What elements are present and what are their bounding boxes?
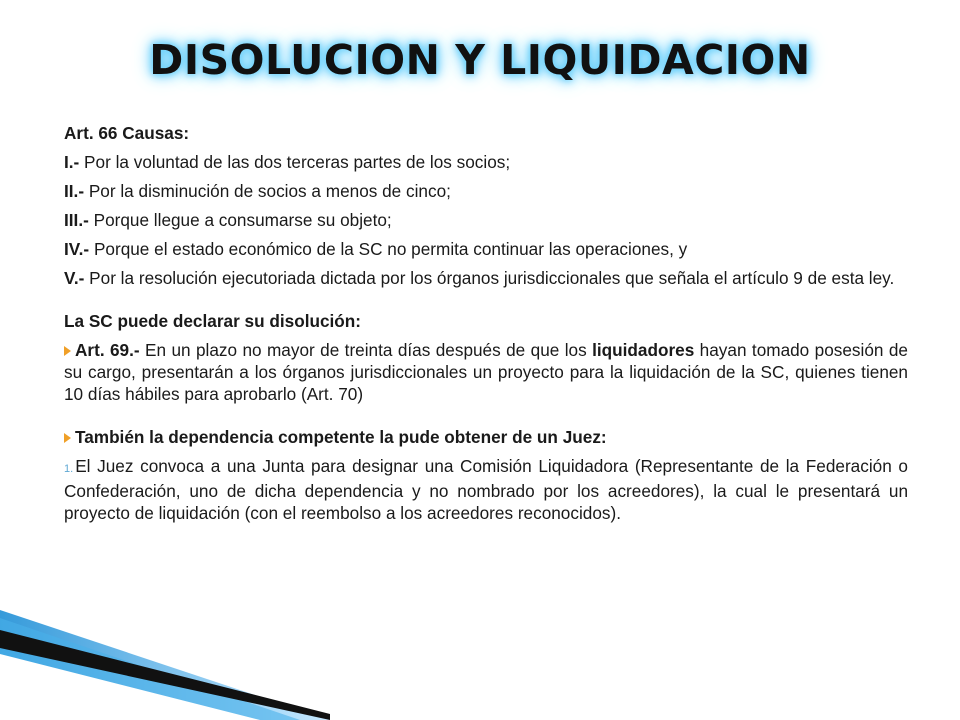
cause-item-4 [64, 238, 908, 260]
slide-body [64, 122, 908, 531]
cause-item-1 [64, 151, 908, 173]
juez-heading-line [64, 426, 908, 448]
cause-label: II.- [64, 181, 85, 201]
declaracion-heading: La SC puede declarar su disolución: [64, 311, 362, 331]
juez-text: El Juez convoca a una Junta para designar una Comisión Liquidadora (Representante de la Federación o Confederación, uno de dicha dependencia y no nombrado por los acreedores), la cual le presentará un proyecto de liquidación (con el reembolso a los acreedores reconocidos). [64, 456, 908, 523]
liquidadores-term: liquidadores [592, 340, 695, 360]
page-title: DISOLUCION Y LIQUIDACION [149, 36, 811, 84]
art69-text: En un plazo no mayor de treinta días después de que los [139, 340, 593, 360]
cause-text: Por la voluntad de las dos terceras partes de los socios; [79, 152, 511, 172]
cause-text: Por la disminución de socios a menos de cinco; [84, 181, 451, 201]
cause-label: V.- [64, 268, 85, 288]
arrow-bullet-icon [64, 346, 71, 356]
juez-paragraph [64, 455, 908, 524]
cause-text: Porque el estado económico de la SC no permita continuar las operaciones, y [89, 239, 688, 259]
decorative-swoosh [0, 590, 330, 720]
cause-label: III.- [64, 210, 89, 230]
cause-text: Por la resolución ejecutoriada dictada por los órganos jurisdiccionales que señala el artículo 9 de esta ley. [84, 268, 895, 288]
cause-text: Porque llegue a consumarse su objeto; [88, 210, 392, 230]
cause-item-3 [64, 209, 908, 231]
juez-heading: También la dependencia competente la pude obtener de un Juez: [75, 427, 607, 447]
cause-label: I.- [64, 152, 80, 172]
list-number: 1. [64, 463, 74, 475]
art69-paragraph [64, 339, 908, 405]
art69-label: Art. 69.- [75, 340, 140, 360]
cause-item-2 [64, 180, 908, 202]
cause-label: IV.- [64, 239, 90, 259]
cause-item-5 [64, 267, 908, 289]
art66-heading: Art. 66 Causas: [64, 123, 190, 143]
art69-text-cont: hayan tomado posesión de su cargo, presentarán a los órganos jurisdiccionales un proyecto para la liquidación de la SC, quienes tienen 10 días hábiles para aprobarlo (Art. 70) [64, 340, 908, 404]
arrow-bullet-icon [64, 433, 71, 443]
